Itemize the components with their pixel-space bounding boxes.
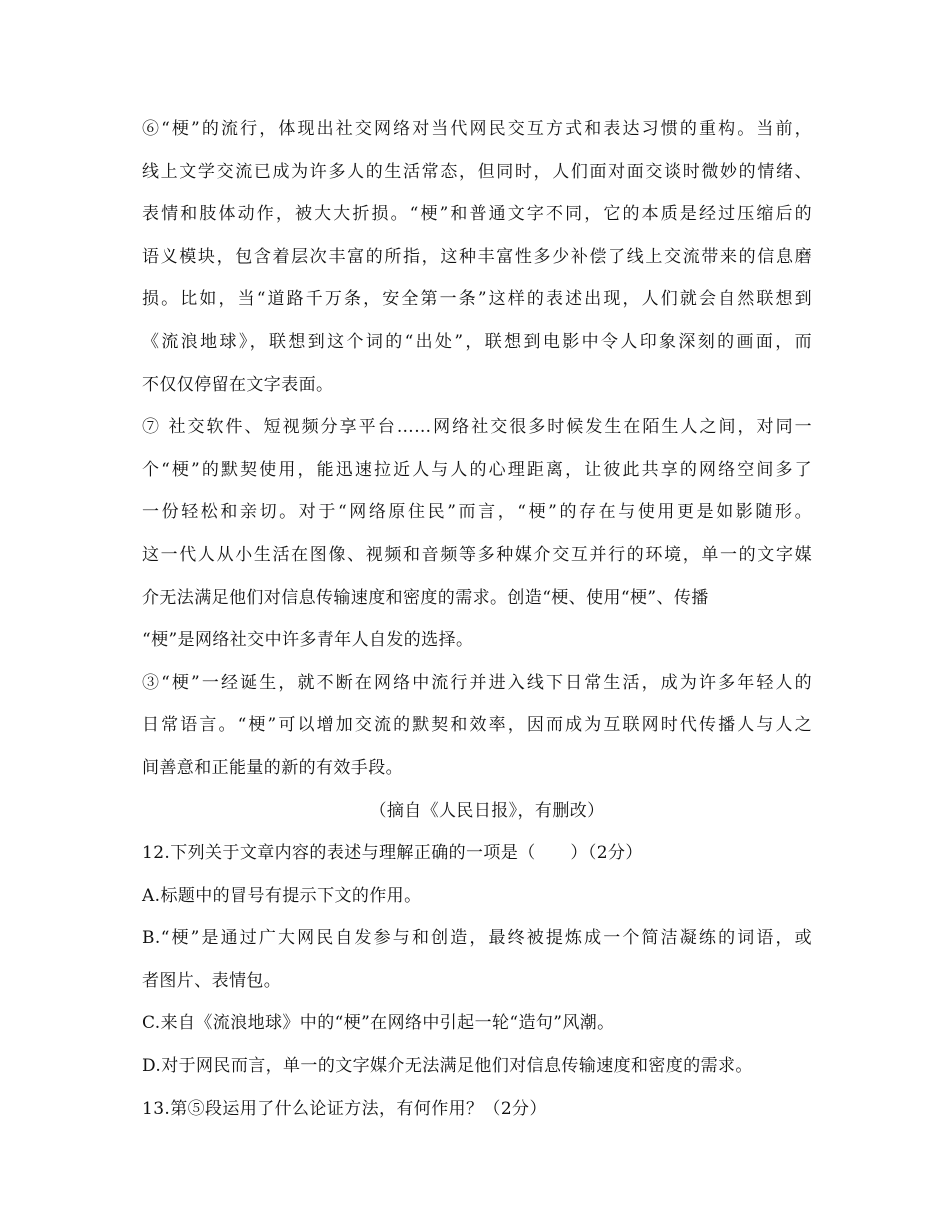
- text-line: 不仅仅停留在文字表面。: [142, 374, 334, 395]
- text-line: ③“梗”一经诞生，就不断在网络中流行并进入线下日常生活，成为许多年轻人的: [142, 672, 812, 693]
- text-line: “梗”是网络社交中许多青年人自发的选择。: [142, 630, 474, 651]
- option-d: D.对于网民而言，单一的文字媒介无法满足他们对信息传输速度和密度的需求。: [142, 1056, 753, 1077]
- paragraph-7: [142, 406, 812, 662]
- option-c: C.来自《流浪地球》中的“梗”在网络中引起一轮“造句”风潮。: [142, 1013, 615, 1034]
- text-line: 《流浪地球》，联想到这个词的“出处”，联想到电影中令人印象深刻的画面，而: [142, 331, 812, 352]
- question-stem: 13.第⑤段运用了什么论证方法，有何作用？（2分）: [142, 1098, 547, 1119]
- text-line: ⑦ 社交软件、短视频分享平台……网络社交很多时候发生在陌生人之间，对同一: [142, 417, 812, 438]
- text-line: ⑥“梗”的流行，体现出社交网络对当代网民交互方式和表达习惯的重构。当前，: [142, 119, 812, 139]
- option-b-line: B.“梗”是通过广大网民自发参与和创造，最终被提炼成一个简洁凝练的词语，或: [142, 928, 812, 949]
- option-a: A.标题中的冒号有提示下文的作用。: [142, 885, 422, 906]
- text-line: 介无法满足他们对信息传输速度和密度的需求。创造“梗、使用“梗”、传播: [142, 587, 709, 608]
- question-stem: 12.下列关于文章内容的表述与理解正确的一项是（ ）（2分）: [142, 843, 643, 864]
- text-line: 个“梗”的默契使用，能迅速拉近人与人的心理距离，让彼此共享的网络空间多了: [142, 459, 812, 480]
- text-line: 间善意和正能量的新的有效手段。: [142, 757, 403, 778]
- text-line: 日常语言。“梗”可以增加交流的默契和效率，因而成为互联网时代传播人与人之: [142, 715, 812, 736]
- article-content: [142, 108, 812, 1130]
- text-line: 表情和肢体动作，被大大折损。“梗”和普通文字不同，它的本质是经过压缩后的: [142, 204, 812, 225]
- question-12: [142, 832, 812, 1088]
- text-line: 这一代人从小生活在图像、视频和音频等多种媒介交互并行的环境，单一的文字媒: [142, 544, 812, 565]
- option-b-line: 者图片、表情包。: [142, 970, 282, 991]
- paragraph-6: [142, 108, 812, 406]
- text-line: 语义模块，包含着层次丰富的所指，这种丰富性多少补偿了线上交流带来的信息磨: [142, 246, 812, 267]
- question-13: [142, 1088, 812, 1131]
- article-source: （摘自《人民日报》，有删改）: [369, 800, 605, 821]
- text-line: 损。比如，当“道路千万条，安全第一条”这样的表述出现，人们就会自然联想到: [142, 289, 812, 310]
- paragraph-3: [142, 662, 812, 790]
- text-line: 一份轻松和亲切。对于“网络原住民”而言，“梗”的存在与使用更是如影随形。: [142, 502, 812, 523]
- text-line: 线上文学交流已成为许多人的生活常态，但同时，人们面对面交谈时微妙的情绪、: [142, 161, 812, 182]
